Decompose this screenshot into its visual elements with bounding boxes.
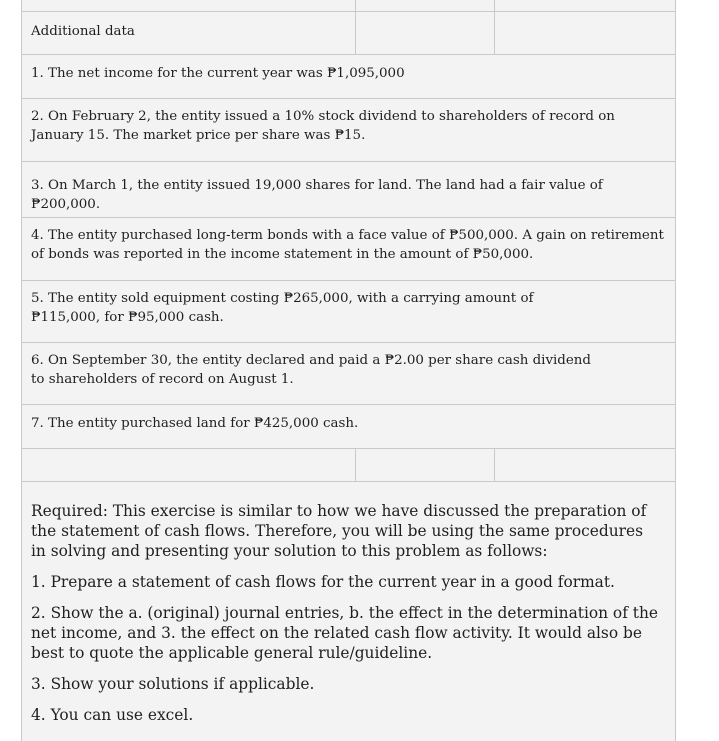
data-item-row: [21, 162, 676, 218]
data-item-row: [21, 218, 676, 281]
required-step: 1. Prepare a statement of cash flows for the current year in a good format.: [31, 573, 615, 591]
additional-data-header-row: [21, 12, 676, 55]
required-step: 2. Show the a. (original) journal entries, b. the effect in the determination of the net income, and 3. the effect on the related cash flow activity. It would also be best to quote the applicable general rule/guideline.: [31, 604, 658, 662]
column-divider: [355, 0, 356, 12]
data-item-row: [21, 405, 676, 449]
data-item-row: [21, 99, 676, 162]
data-item-text: 7. The entity purchased land for ₱425,000 cash.: [31, 416, 359, 431]
top-partial-row: [21, 0, 676, 12]
data-item-row: [21, 281, 676, 343]
data-item-text: 1. The net income for the current year was ₱1,095,000: [31, 66, 405, 81]
required-section: [21, 482, 676, 741]
data-item-text: 4. The entity purchased long-term bonds with a face value of ₱500,000. A gain on retirement of bonds was reported in the income statement in the amount of ₱50,000.: [31, 228, 664, 262]
required-step: 4. You can use excel.: [31, 706, 194, 724]
data-item-text: 6. On September 30, the entity declared and paid a ₱2.00 per share cash dividend to shareholders of record on August 1.: [31, 353, 592, 387]
data-item-text: 3. On March 1, the entity issued 19,000 shares for land. The land had a fair value of ₱200,000.: [31, 178, 603, 212]
data-item-row: [21, 343, 676, 405]
column-divider: [355, 449, 356, 481]
data-item-row: [21, 55, 676, 99]
exercise-sheet: [21, 0, 676, 741]
column-divider: [494, 12, 495, 54]
empty-row: [21, 449, 676, 482]
required-intro: Required: This exercise is similar to how we have discussed the preparation of the statement of cash flows. Therefore, you will be using the same procedures in solving and presenting your solution to this problem as follows:: [31, 502, 647, 560]
column-divider: [355, 12, 356, 54]
additional-data-heading: Additional data: [31, 24, 135, 39]
data-item-text: 2. On February 2, the entity issued a 10% stock dividend to shareholders of record on January 15. The market price per share was ₱15.: [31, 109, 615, 143]
column-divider: [494, 0, 495, 12]
required-step: 3. Show your solutions if applicable.: [31, 675, 315, 693]
data-item-text: 5. The entity sold equipment costing ₱265,000, with a carrying amount of ₱115,000, for ₱95,000 cash.: [31, 291, 534, 325]
column-divider: [494, 449, 495, 481]
